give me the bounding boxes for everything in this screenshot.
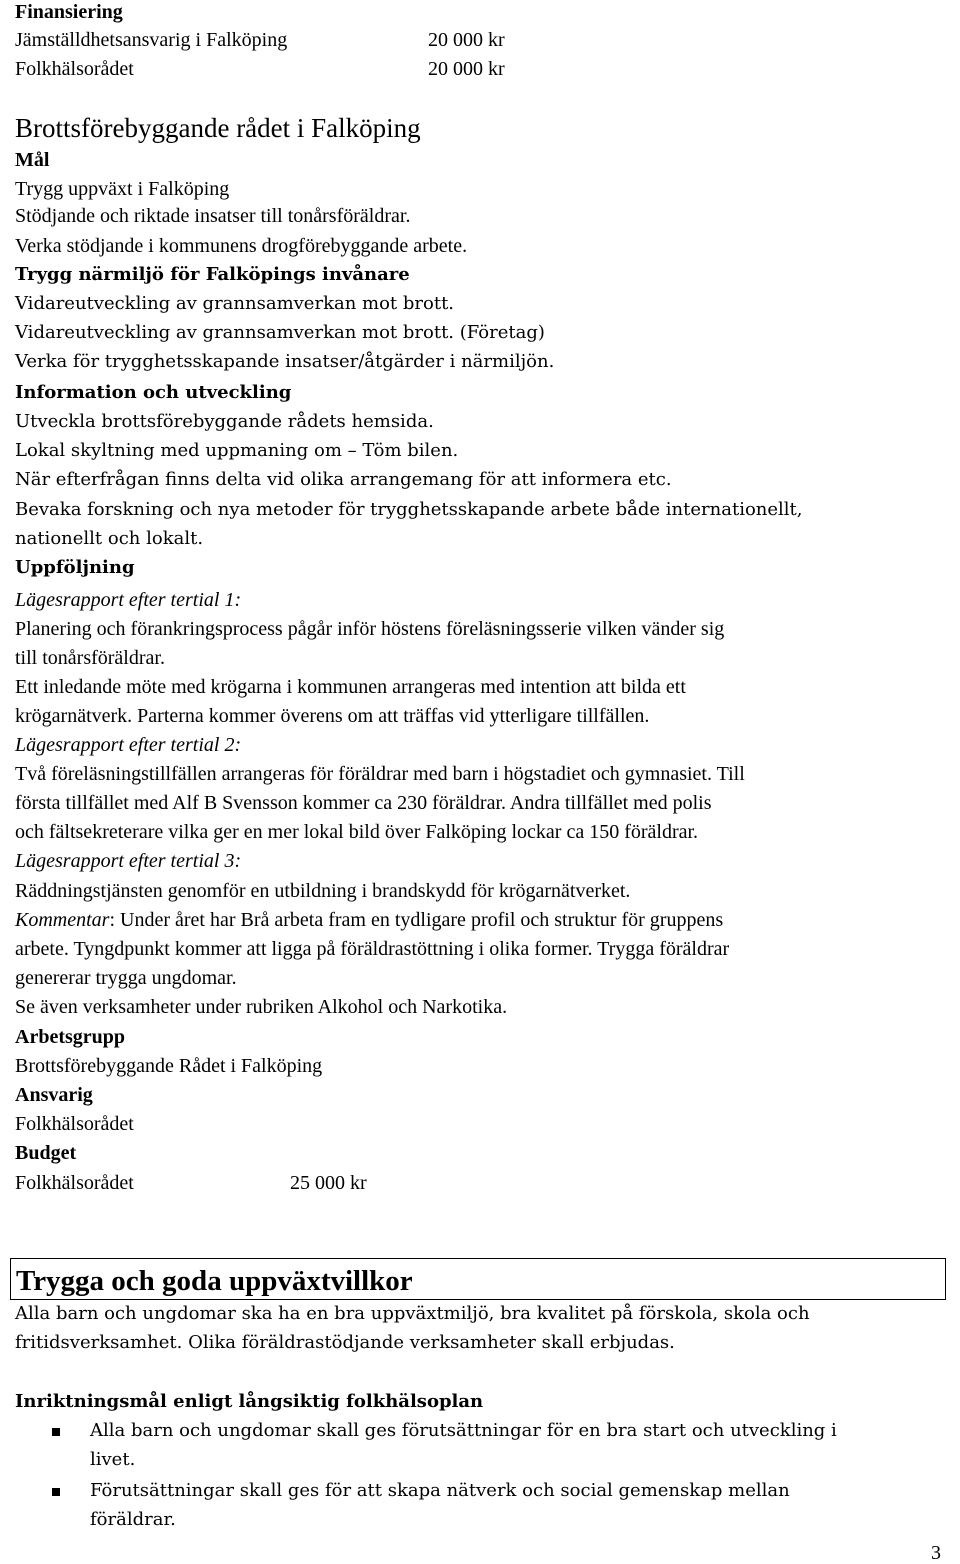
workgroup-heading: Arbetsgrupp (15, 1026, 126, 1048)
comment-line: Se även verksamheter under rubriken Alkohol och Narkotika. (15, 996, 508, 1018)
report-line: Två föreläsningstillfällen arrangeras för föräldrar med barn i högstadiet och gymnasiet. Till (15, 763, 745, 785)
report-line: till tonårsföräldrar. (15, 647, 165, 669)
bullet-line: livet. (90, 1449, 136, 1470)
bullet-line: Förutsättningar skall ges för att skapa nätverk och social gemenskap mellan (90, 1480, 790, 1501)
budget-label: Folkhälsorådet (15, 1172, 134, 1194)
goal-subheading: Trygg uppväxt i Falköping (15, 178, 230, 200)
goal-line: Bevaka forskning och nya metoder för trygghetsskapande arbete både internationellt, (15, 499, 803, 520)
report-label: Lägesrapport efter tertial 2: (15, 734, 242, 756)
goal-line: Utveckla brottsförebyggande rådets hemsida. (15, 411, 434, 432)
report-line: Ett inledande möte med krögarna i kommunen arrangeras med intention att bilda ett (15, 676, 686, 698)
intro-line: fritidsverksamhet. Olika föräldrastödjande verksamheter skall erbjudas. (15, 1332, 675, 1353)
followup-heading: Uppföljning (15, 557, 135, 578)
goal-heading: Mål (15, 149, 50, 171)
goal-line: nationellt och lokalt. (15, 528, 204, 549)
report-line: krögarnätverk. Parterna kommer överens om att träffas vid ytterligare tillfällen. (15, 705, 650, 727)
section-title: Brottsförebyggande rådet i Falköping (15, 113, 421, 143)
target-heading: Inriktningsmål enligt långsiktig folkhälsoplan (15, 1391, 484, 1412)
comment-line: genererar trygga ungdomar. (15, 967, 237, 989)
financing-row-amount: 20 000 kr (428, 29, 505, 51)
goal-subheading: Information och utveckling (15, 382, 292, 403)
box-heading-text: Trygga och goda uppväxtvillkor (16, 1265, 413, 1297)
section-box-heading (10, 1258, 946, 1300)
budget-amount: 25 000 kr (290, 1172, 367, 1194)
bullet-marker (52, 1488, 60, 1496)
goal-line: Verka för trygghetsskapande insatser/åtgärder i närmiljön. (15, 351, 555, 372)
comment-text: : Under året har Brå arbeta fram en tydligare profil och struktur för gruppens (109, 909, 724, 931)
budget-heading: Budget (15, 1142, 77, 1164)
goal-line: Vidareutveckling av grannsamverkan mot brott. (15, 293, 455, 314)
comment-label: Kommentar (15, 909, 110, 931)
report-label: Lägesrapport efter tertial 3: (15, 850, 242, 872)
report-label: Lägesrapport efter tertial 1: (15, 589, 242, 611)
report-line: första tillfället med Alf B Svensson kommer ca 230 föräldrar. Andra tillfället med polis (15, 792, 712, 814)
bullet-line: föräldrar. (90, 1509, 176, 1530)
page-number: 3 (931, 1542, 941, 1564)
comment-line (15, 910, 723, 930)
bullet-marker (52, 1428, 60, 1436)
financing-heading: Finansiering (15, 1, 123, 23)
financing-row-label: Folkhälsorådet (15, 58, 134, 80)
goal-line: Lokal skyltning med uppmaning om – Töm bilen. (15, 440, 459, 461)
report-line: och fältsekreterare vilka ger en mer lokal bild över Falköping lockar ca 150 föräldrar. (15, 821, 699, 843)
report-line: Räddningstjänsten genomför en utbildning i brandskydd för krögarnätverket. (15, 880, 631, 902)
goal-line: Verka stödjande i kommunens drogförebyggande arbete. (15, 235, 468, 257)
goal-line: Stödjande och riktade insatser till tonårsföräldrar. (15, 205, 411, 227)
comment-line: arbete. Tyngdpunkt kommer att ligga på föräldrastöttning i olika former. Trygga föräldrar (15, 938, 730, 960)
financing-row-amount: 20 000 kr (428, 58, 505, 80)
bullet-line: Alla barn och ungdomar skall ges förutsättningar för en bra start och utveckling i (90, 1420, 837, 1441)
intro-line: Alla barn och ungdomar ska ha en bra uppväxtmiljö, bra kvalitet på förskola, skola och (15, 1303, 810, 1324)
report-line: Planering och förankringsprocess pågår inför höstens föreläsningsserie vilken vänder sig (15, 618, 725, 640)
responsible-value: Folkhälsorådet (15, 1113, 134, 1135)
workgroup-value: Brottsförebyggande Rådet i Falköping (15, 1055, 323, 1077)
goal-line: När efterfrågan finns delta vid olika arrangemang för att informera etc. (15, 469, 672, 490)
goal-line: Vidareutveckling av grannsamverkan mot brott. (Företag) (15, 322, 545, 343)
goal-subheading: Trygg närmiljö för Falköpings invånare (15, 264, 410, 285)
financing-row-label: Jämställdhetsansvarig i Falköping (15, 29, 288, 51)
responsible-heading: Ansvarig (15, 1084, 93, 1106)
